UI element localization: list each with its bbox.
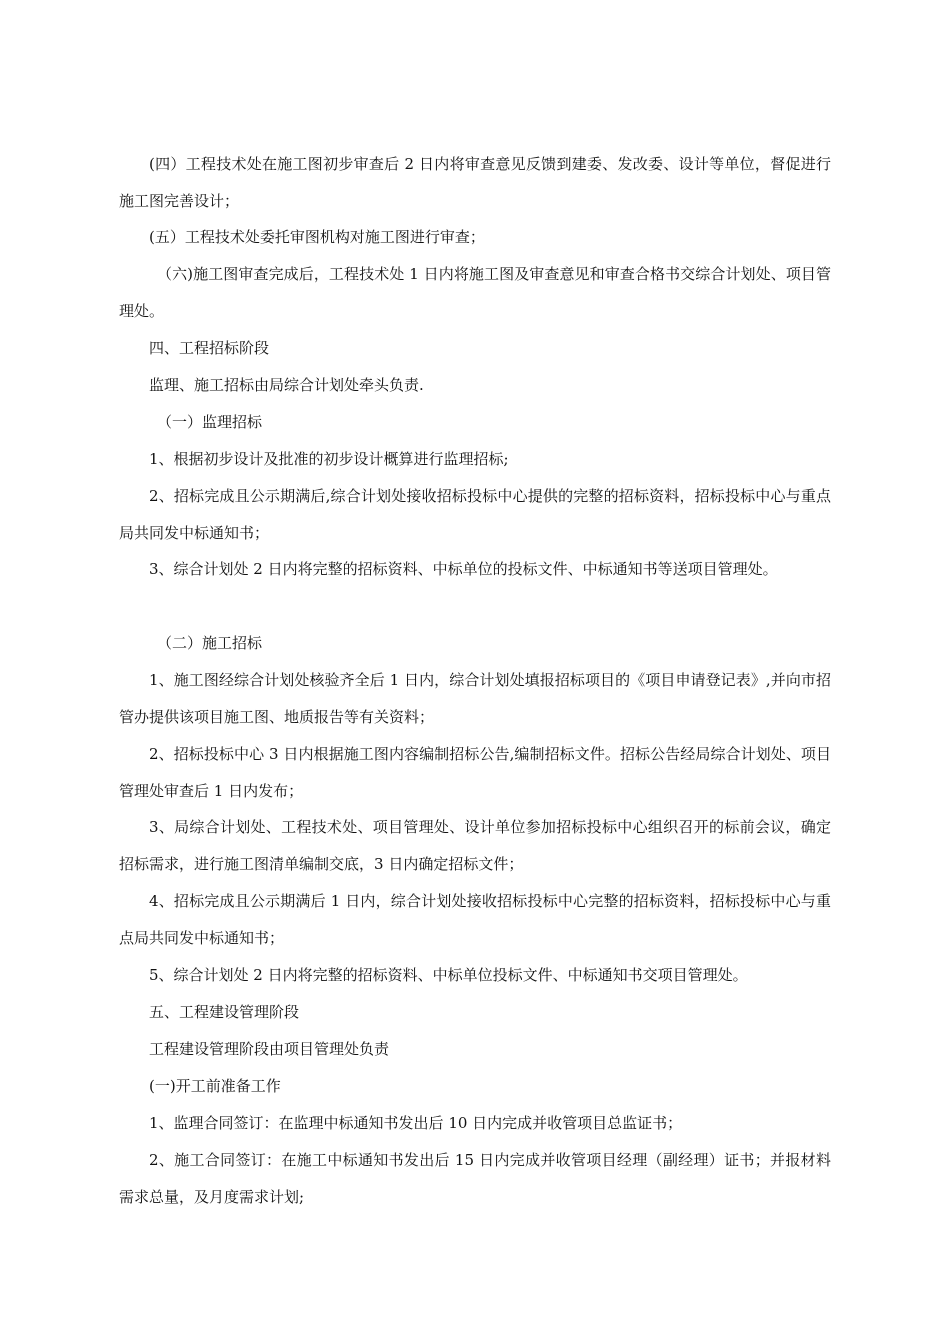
subheading-preparation: (一)开工前准备工作 <box>149 1077 281 1095</box>
paragraph-review-complete: （六)施工图审查完成后，工程技术处 1 日内将施工图及审查意见和审查合格书交综合计划处、项目管理处。 <box>119 265 831 320</box>
list-item-construction-5: 5、综合计划处 2 日内将完整的招标资料、中标单位投标文件、中标通知书交项目管理处。 <box>149 966 748 984</box>
paragraph-review-commission: (五）工程技术处委托审图机构对施工图进行审查； <box>149 228 485 246</box>
list-item-construction-3: 3、局综合计划处、工程技术处、项目管理处、设计单位参加招标投标中心组织召开的标前会议，确定招标需求，进行施工图清单编制交底，3 日内确定招标文件； <box>119 818 831 873</box>
list-item-supervision-1: 1、根据初步设计及批准的初步设计概算进行监理招标; <box>149 450 509 468</box>
subheading-construction-bidding: （二）施工招标 <box>157 634 263 652</box>
list-item-preparation-1: 1、监理合同签订：在监理中标通知书发出后 10 日内完成并收管项目总监证书； <box>149 1114 683 1132</box>
list-item-supervision-3: 3、综合计划处 2 日内将完整的招标资料、中标单位的投标文件、中标通知书等送项目管理处。 <box>149 560 778 578</box>
subheading-supervision-bidding: （一）监理招标 <box>157 413 263 431</box>
paragraph-review-feedback: (四）工程技术处在施工图初步审查后 2 日内将审查意见反馈到建委、发改委、设计等单位，督促进行施工图完善设计； <box>119 155 831 210</box>
list-item-preparation-2: 2、施工合同签订：在施工中标通知书发出后 15 日内完成并收管项目经理（副经理）证书；并报材料需求总量，及月度需求计划; <box>119 1151 831 1206</box>
list-item-construction-4: 4、招标完成且公示期满后 1 日内，综合计划处接收招标投标中心完整的招标资料，招标投标中心与重点局共同发中标通知书； <box>119 892 831 947</box>
paragraph-management-responsibility: 工程建设管理阶段由项目管理处负责 <box>149 1040 390 1058</box>
list-item-supervision-2: 2、招标完成且公示期满后,综合计划处接收招标投标中心提供的完整的招标资料，招标投标中心与重点局共同发中标通知书； <box>119 487 831 542</box>
section-heading-bidding: 四、工程招标阶段 <box>149 339 270 357</box>
list-item-construction-2: 2、招标投标中心 3 日内根据施工图内容编制招标公告,编制招标文件。招标公告经局综合计划处、项目管理处审查后 1 日内发布； <box>119 745 831 800</box>
list-item-construction-1: 1、施工图经综合计划处核验齐全后 1 日内，综合计划处填报招标项目的《项目申请登记表》,并向市招管办提供该项目施工图、地质报告等有关资料； <box>119 671 831 726</box>
section-heading-construction-management: 五、工程建设管理阶段 <box>149 1003 300 1021</box>
paragraph-bidding-lead: 监理、施工招标由局综合计划处牵头负责. <box>149 376 424 394</box>
